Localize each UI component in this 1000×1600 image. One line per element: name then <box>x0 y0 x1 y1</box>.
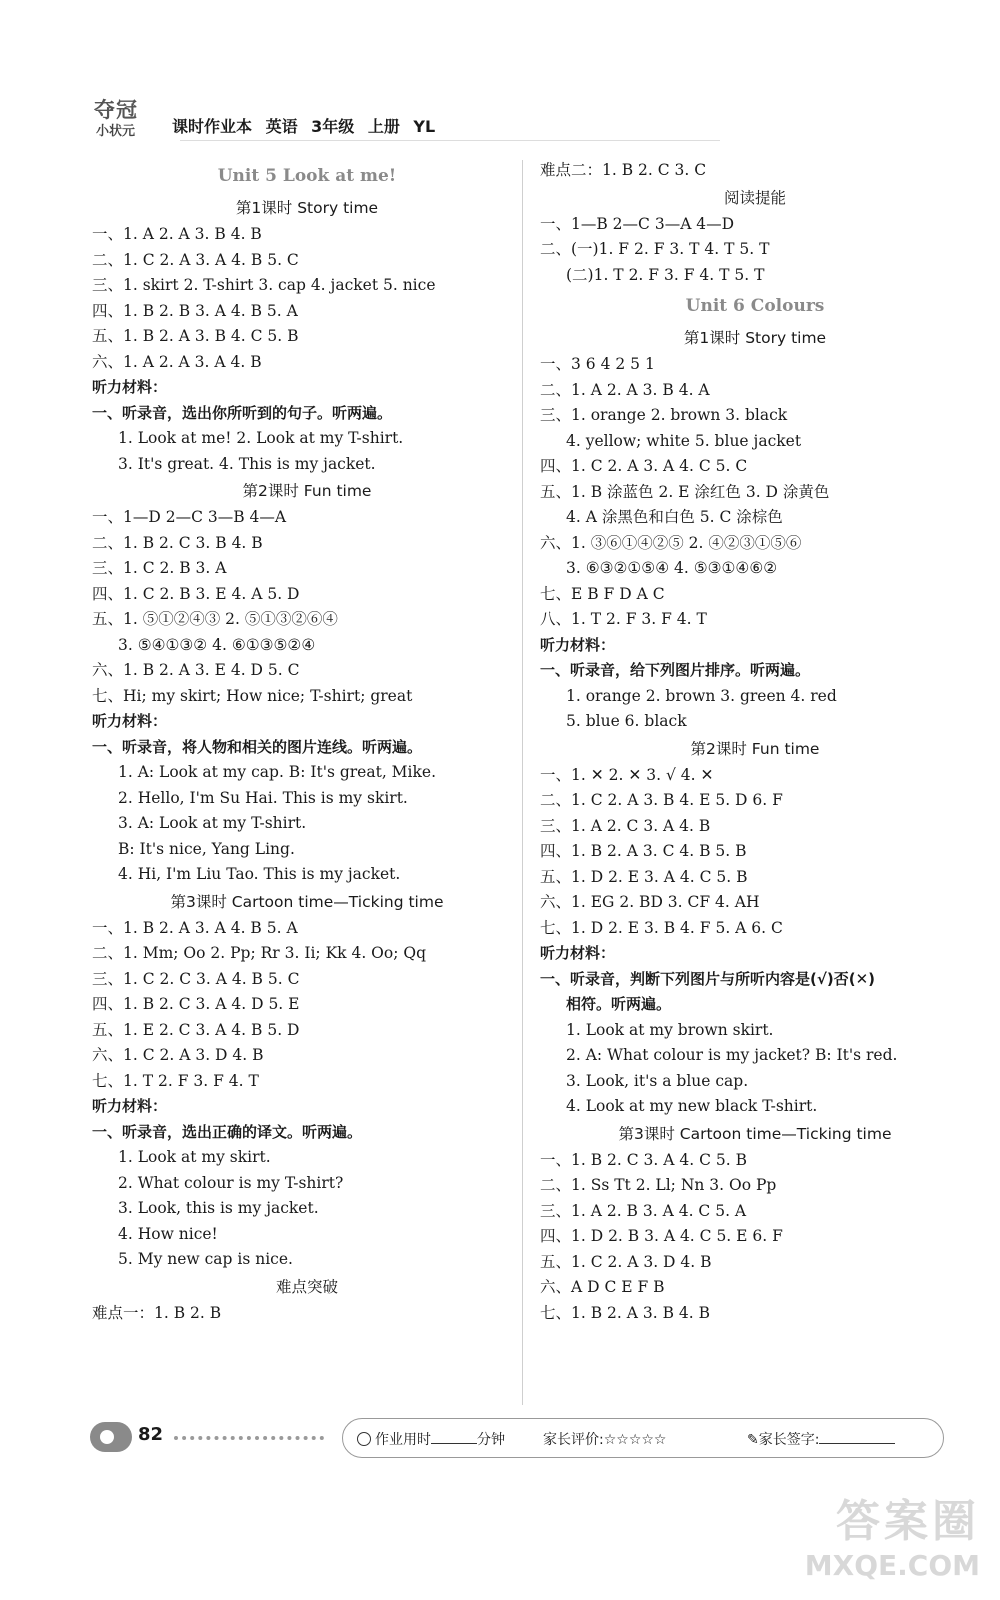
homework-record-panel <box>342 1418 944 1458</box>
column-divider <box>522 160 523 1405</box>
parent-eval-label: 家长评价: <box>543 1432 604 1448</box>
answer-line: 5. blue 6. black <box>566 712 687 730</box>
watermark <box>805 1485 980 1582</box>
answer-line: 二、1. C 2. A 3. A 4. B 5. C <box>92 250 299 269</box>
section-heading: 阅读提能 <box>723 188 786 207</box>
header-rule <box>180 140 720 141</box>
answer-line: 六、1. A 2. A 3. A 4. B <box>92 352 262 371</box>
time-blank[interactable] <box>431 1443 477 1444</box>
answer-line: 八、1. T 2. F 3. F 4. T <box>540 610 707 628</box>
page-badge-icon <box>90 1422 132 1452</box>
watermark-url: MXQE.COM <box>804 1549 980 1582</box>
answer-line: 五、1. D 2. E 3. A 4. C 5. B <box>540 867 748 886</box>
answer-line: 3. A: Look at my T-shirt. <box>118 814 307 832</box>
answer-line: 4. Look at my new black T-shirt. <box>566 1097 818 1115</box>
minutes-label: 分钟 <box>477 1432 505 1448</box>
answer-line: 1. A: Look at my cap. B: It's great, Mike. <box>118 763 436 781</box>
answer-line: 3. ⑥③②①⑤④ 4. ⑤③①④⑥② <box>566 559 778 577</box>
section-heading: 难点突破 <box>275 1277 338 1296</box>
answer-line: 三、1. C 2. C 3. A 4. B 5. C <box>92 969 300 988</box>
answer-line: 三、1. A 2. B 3. A 4. C 5. A <box>540 1201 747 1220</box>
rating-stars[interactable]: ☆☆☆☆☆ <box>603 1432 667 1448</box>
answer-line: 五、1. E 2. C 3. A 4. B 5. D <box>92 1020 300 1039</box>
answer-line: 二、1. Mm; Oo 2. Pp; Rr 3. Ii; Kk 4. Oo; Qq <box>92 944 426 962</box>
answer-line: 1. Look at me! 2. Look at my T-shirt. <box>118 429 404 447</box>
page-footer <box>90 1416 950 1460</box>
listening-heading: 听力材料： <box>92 1097 168 1115</box>
answer-line: 3. It's great. 4. This is my jacket. <box>118 454 376 473</box>
homework-time-label: 作业用时 <box>375 1432 431 1448</box>
answer-line: 二、1. C 2. A 3. B 4. E 5. D 6. F <box>540 791 783 809</box>
answer-line: 二、1. Ss Tt 2. Ll; Nn 3. Oo Pp <box>540 1176 777 1194</box>
dotted-divider <box>174 1436 324 1440</box>
listening-heading: 一、听录音，给下列图片排序。听两遍。 <box>540 661 811 679</box>
answer-line: 四、1. D 2. B 3. A 4. C 5. E 6. F <box>540 1227 783 1245</box>
page-number: 82 <box>138 1424 164 1445</box>
answer-line: 难点二：1. B 2. C 3. C <box>540 161 707 179</box>
answer-line: 2. Hello, I'm Su Hai. This is my skirt. <box>118 788 408 807</box>
answer-line: 四、1. C 2. B 3. E 4. A 5. D <box>92 584 300 603</box>
answer-line: 一、1. B 2. C 3. A 4. C 5. B <box>540 1150 747 1169</box>
unit-title: Unit 6 Colours <box>685 296 825 316</box>
listening-heading: 一、听录音，选出你所听到的句子。听两遍。 <box>92 403 393 422</box>
pencil-icon: ✎ <box>747 1432 759 1448</box>
answer-line: 六、1. B 2. A 3. E 4. D 5. C <box>92 661 300 679</box>
parent-sign-field <box>747 1429 895 1449</box>
answer-line: 2. What colour is my T-shirt? <box>118 1173 344 1192</box>
signature-blank[interactable] <box>819 1443 895 1444</box>
answer-line: 一、1. B 2. A 3. A 4. B 5. A <box>92 918 298 937</box>
answer-line: 七、1. D 2. E 3. B 4. F 5. A 6. C <box>540 918 783 937</box>
answer-line: 一、1. ✕ 2. ✕ 3. √ 4. ✕ <box>540 765 714 784</box>
watermark-logo-text: 答案圈 <box>836 1496 980 1547</box>
homework-time-field <box>357 1429 505 1449</box>
listening-heading: 相符。听两遍。 <box>566 995 672 1013</box>
answer-line: 二、1. A 2. A 3. B 4. A <box>540 380 710 399</box>
lesson-heading: 第3课时 Cartoon time—Ticking time <box>618 1124 892 1143</box>
parent-sign-label: 家长签字: <box>758 1432 820 1448</box>
answer-line: 4. A 涂黑色和白色 5. C 涂棕色 <box>566 508 783 526</box>
answer-line: 七、Hi; my skirt; How nice; T-shirt; great <box>92 686 413 705</box>
answer-line: 七、E B F D A C <box>540 584 665 603</box>
logo-main-text: 夺冠 <box>94 98 138 122</box>
answer-line: 四、1. B 2. C 3. A 4. D 5. E <box>92 995 300 1013</box>
answer-line: 2. A: What colour is my jacket? B: It's red. <box>566 1046 898 1064</box>
answer-line: 三、1. skirt 2. T-shirt 3. cap 4. jacket 5. nice <box>92 276 436 294</box>
lesson-heading: 第3课时 Cartoon time—Ticking time <box>170 892 444 911</box>
listening-heading: 听力材料： <box>540 944 616 962</box>
listening-heading: 听力材料： <box>92 378 168 396</box>
answer-line: 1. Look at my skirt. <box>118 1148 271 1166</box>
answer-line: 七、1. T 2. F 3. F 4. T <box>92 1071 259 1090</box>
answer-line: 4. How nice! <box>118 1224 218 1243</box>
answer-line: 五、1. B 涂蓝色 2. E 涂红色 3. D 涂黄色 <box>540 482 830 501</box>
answer-line: 3. Look, this is my jacket. <box>118 1199 319 1217</box>
answer-line: 五、1. B 2. A 3. B 4. C 5. B <box>92 327 299 345</box>
answer-line: 一、1. A 2. A 3. B 4. B <box>92 225 262 243</box>
answer-line: 六、1. ③⑥①④②⑤ 2. ④②③①⑤⑥ <box>540 533 802 552</box>
answer-line: (二)1. T 2. F 3. F 4. T 5. T <box>566 265 765 284</box>
answer-line: 3. Look, it's a blue cap. <box>566 1071 749 1090</box>
lesson-heading: 第2课时 Fun time <box>242 482 372 500</box>
answer-line: 四、1. C 2. A 3. A 4. C 5. C <box>540 457 748 475</box>
answer-line: 1. Look at my brown skirt. <box>566 1020 774 1039</box>
page-header <box>92 94 972 140</box>
lesson-heading: 第1课时 Story time <box>683 329 827 347</box>
logo-sub-text: 小状元 <box>96 124 136 139</box>
answer-line: 5. My new cap is nice. <box>118 1250 293 1268</box>
answer-line: 一、3 6 4 2 5 1 <box>540 355 655 373</box>
listening-heading: 一、听录音，判断下列图片与所听内容是(√)否(✕) <box>540 969 875 988</box>
book-title: 课时作业本 英语 3年级 上册 YL <box>172 117 436 136</box>
answer-line: 二、1. B 2. C 3. B 4. B <box>92 533 263 552</box>
answer-line: 四、1. B 2. B 3. A 4. B 5. A <box>92 301 298 320</box>
listening-heading: 听力材料： <box>540 635 616 654</box>
answer-line: 七、1. B 2. A 3. B 4. B <box>540 1303 711 1322</box>
listening-heading: 一、听录音，将人物和相关的图片连线。听两遍。 <box>92 737 423 756</box>
answer-line: 1. orange 2. brown 3. green 4. red <box>566 686 837 705</box>
answer-line: 3. ⑤④①③② 4. ⑥①③⑤②④ <box>118 635 316 654</box>
answer-line: 五、1. ⑤①②④③ 2. ⑤①③②⑥④ <box>92 610 338 628</box>
answer-line: 4. yellow; white 5. blue jacket <box>566 431 802 450</box>
parent-eval-field <box>543 1429 666 1449</box>
lesson-heading: 第2课时 Fun time <box>690 739 820 758</box>
listening-heading: 一、听录音，选出正确的译文。听两遍。 <box>92 1122 363 1141</box>
answer-line: 一、1—B 2—C 3—A 4—D <box>540 214 735 233</box>
answer-line: 五、1. C 2. A 3. D 4. B <box>540 1252 712 1271</box>
answer-line: 六、1. EG 2. BD 3. CF 4. AH <box>540 893 760 911</box>
answer-line: 三、1. C 2. B 3. A <box>92 559 227 577</box>
listening-heading: 听力材料： <box>92 712 168 730</box>
answer-line: B: It's nice, Yang Ling. <box>118 839 295 858</box>
lesson-heading: 第1课时 Story time <box>235 199 379 217</box>
answer-line: 四、1. B 2. A 3. C 4. B 5. B <box>540 842 747 860</box>
brand-logo <box>92 94 154 140</box>
answer-line: 三、1. orange 2. brown 3. black <box>540 406 788 424</box>
clock-icon <box>357 1432 371 1446</box>
answer-line: 六、A D C E F B <box>540 1278 665 1296</box>
answer-line: 一、1—D 2—C 3—B 4—A <box>92 508 287 526</box>
answer-line: 难点一：1. B 2. B <box>92 1303 222 1322</box>
unit-title: Unit 5 Look at me! <box>217 166 397 186</box>
left-answer-column <box>92 158 522 1326</box>
answer-line: 4. Hi, I'm Liu Tao. This is my jacket. <box>118 865 401 883</box>
answer-line: 六、1. C 2. A 3. D 4. B <box>92 1046 264 1064</box>
answer-line: 二、(一)1. F 2. F 3. T 4. T 5. T <box>540 240 770 258</box>
right-answer-column <box>540 158 970 1326</box>
answer-line: 三、1. A 2. C 3. A 4. B <box>540 816 711 835</box>
